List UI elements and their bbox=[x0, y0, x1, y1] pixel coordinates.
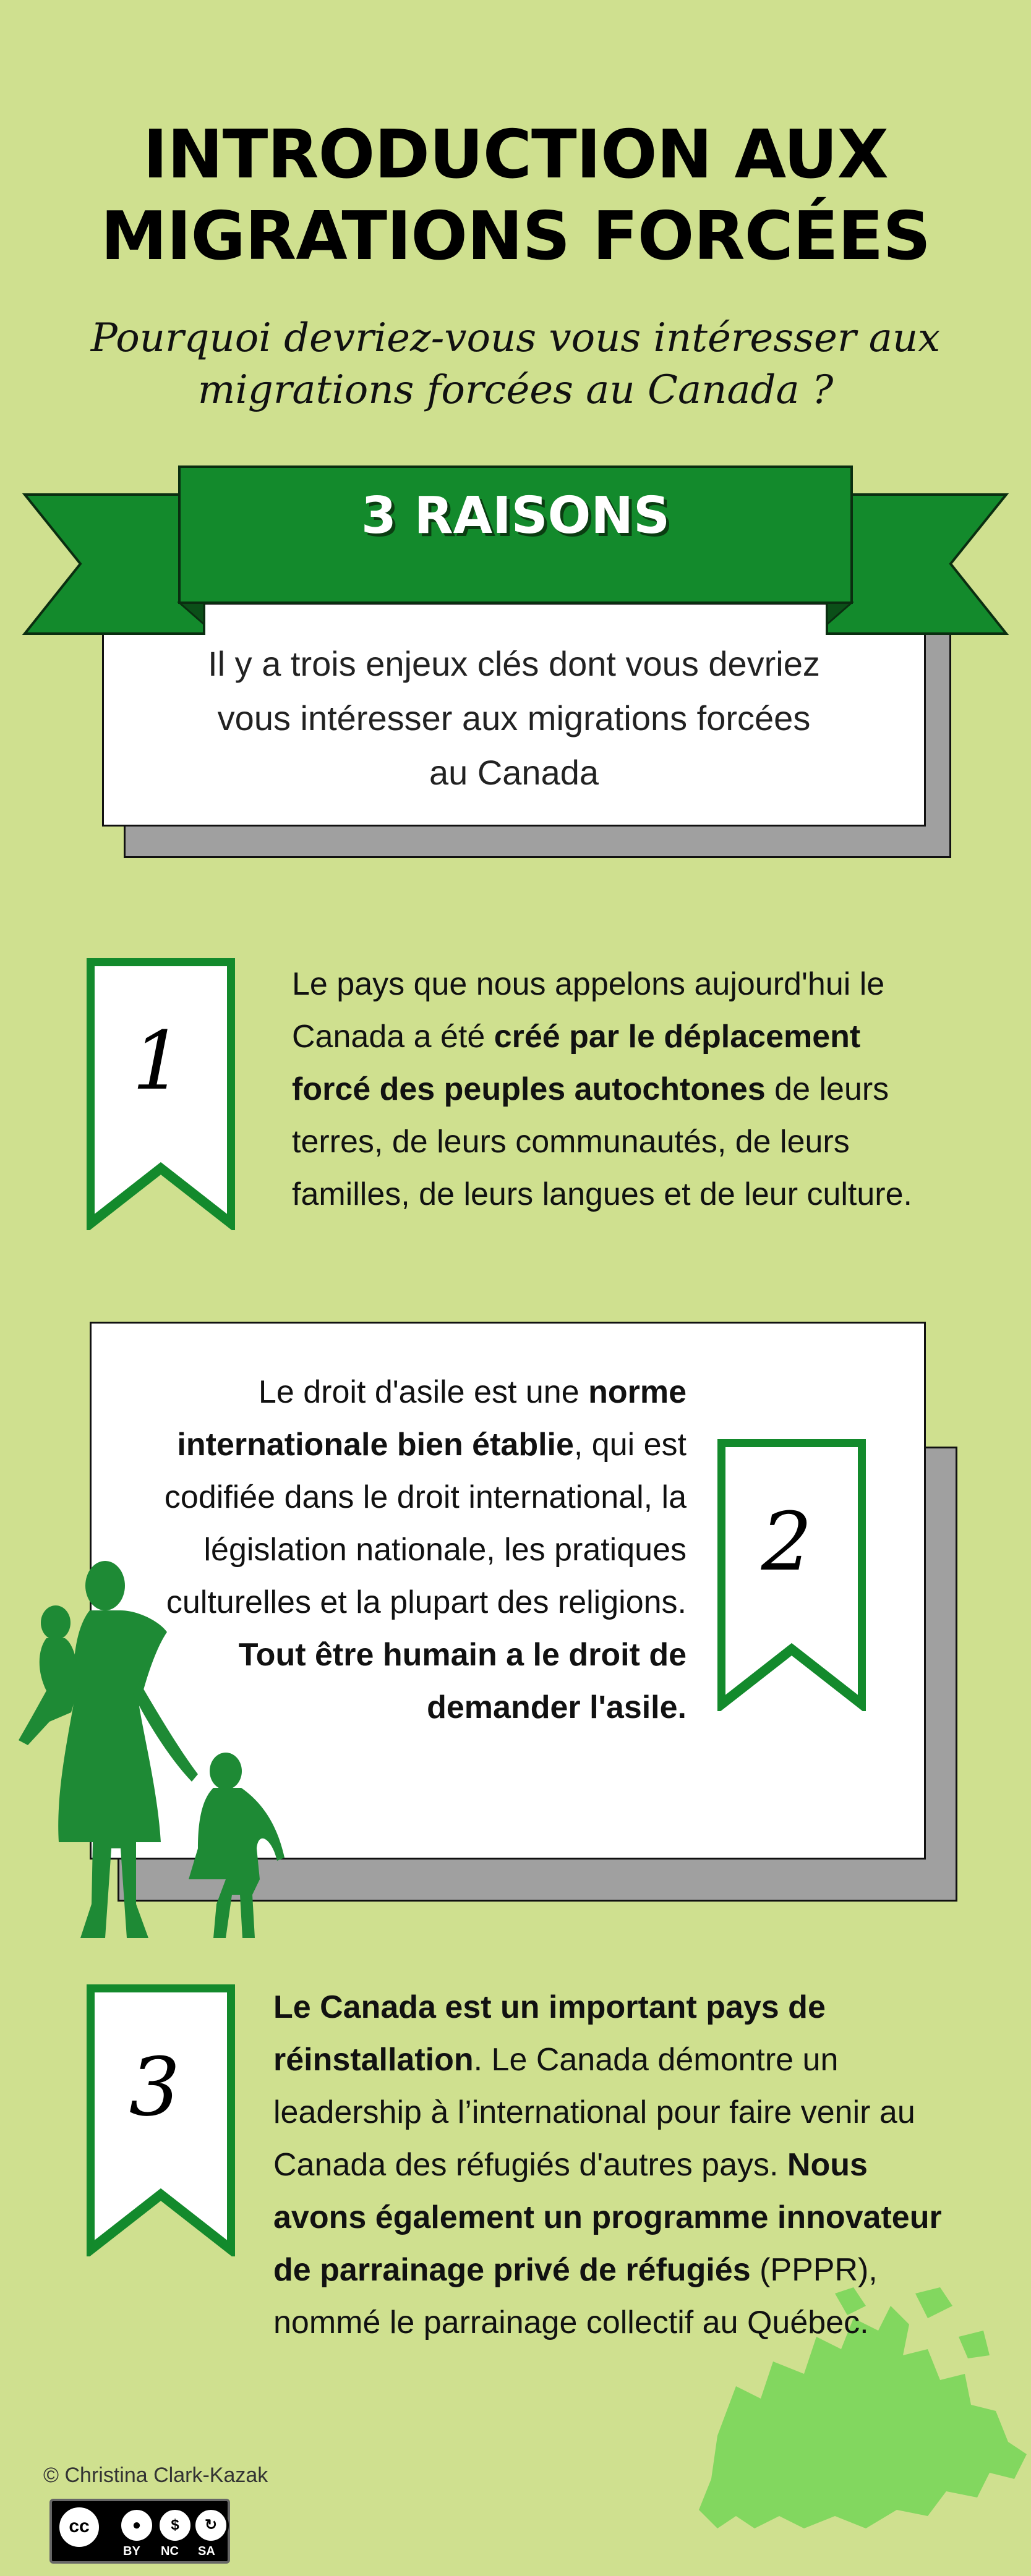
title-line-1: INTRODUCTION AUX bbox=[143, 116, 888, 193]
banner-label: 3 RAISONS bbox=[361, 487, 670, 545]
reason-3-text bbox=[273, 1981, 948, 2349]
noncommercial-icon: $ bbox=[157, 2507, 193, 2543]
reason-1-part-3: de leurs terres, de leurs communautés, de leurs familles, de leurs langues et de leur culture. bbox=[292, 1071, 912, 1212]
reason-3-part-4: (PPPR), nommé le parrainage collectif au Québec. bbox=[273, 2252, 878, 2340]
subtitle-line-1: Pourquoi devriez-vous vous intéresser aux bbox=[90, 315, 941, 361]
page-title bbox=[0, 114, 1031, 278]
reason-2-part-3: , qui est codifiée dans le droit international, la législation nationale, les pratiques culturelles et la plupart des religions. bbox=[164, 1427, 687, 1620]
page-subtitle bbox=[62, 312, 969, 416]
reason-number-1: 1 bbox=[132, 1014, 184, 1108]
reason-1-part-1: Le pays que nous appelons aujourd'hui le Canada a été bbox=[292, 966, 885, 1055]
reason-3-emphasis-2: Nous avons également un programme innovateur de parrainage privé de réfugiés bbox=[273, 2147, 942, 2288]
license-label-nc: NC bbox=[161, 2544, 179, 2558]
reason-number-3: 3 bbox=[129, 2040, 181, 2134]
intro-line-1: Il y a trois enjeux clés dont vous devriez bbox=[208, 644, 820, 683]
cc-icon: cc bbox=[57, 2505, 101, 2549]
title-line-2: MIGRATIONS FORCÉES bbox=[100, 198, 931, 275]
intro-text bbox=[145, 637, 883, 800]
reason-2-emphasis-1: norme internationale bien établie bbox=[177, 1374, 687, 1463]
intro-line-3: au Canada bbox=[429, 753, 599, 792]
creative-commons-license-icon[interactable] bbox=[49, 2499, 230, 2564]
reason-2-part-1: Le droit d'asile est une bbox=[258, 1374, 589, 1410]
license-label-sa: SA bbox=[198, 2544, 215, 2558]
attribution-icon: ● bbox=[119, 2507, 155, 2543]
family-silhouette bbox=[12, 1558, 284, 1953]
reason-1-text bbox=[292, 958, 948, 1221]
intro-line-2: vous intéresser aux migrations forcées bbox=[217, 699, 811, 738]
reason-1-emphasis: créé par le déplacement forcé des peuples autochtones bbox=[292, 1019, 861, 1107]
reason-3-emphasis-1: Le Canada est un important pays de réinstallation bbox=[273, 1989, 826, 2078]
reason-3-part-2: . Le Canada démontre un leadership à l’international pour faire venir au Canada des réfugiés d'autres pays. bbox=[273, 2042, 915, 2183]
reason-2-emphasis-2: Tout être humain a le droit de demander l'asile. bbox=[238, 1637, 687, 1725]
copyright-text: © Christina Clark-Kazak bbox=[43, 2463, 268, 2487]
sharealike-icon: ↻ bbox=[193, 2507, 229, 2543]
reason-number-2: 2 bbox=[761, 1495, 813, 1589]
subtitle-line-2: migrations forcées au Canada ? bbox=[197, 367, 834, 413]
license-label-by: BY bbox=[123, 2544, 140, 2558]
